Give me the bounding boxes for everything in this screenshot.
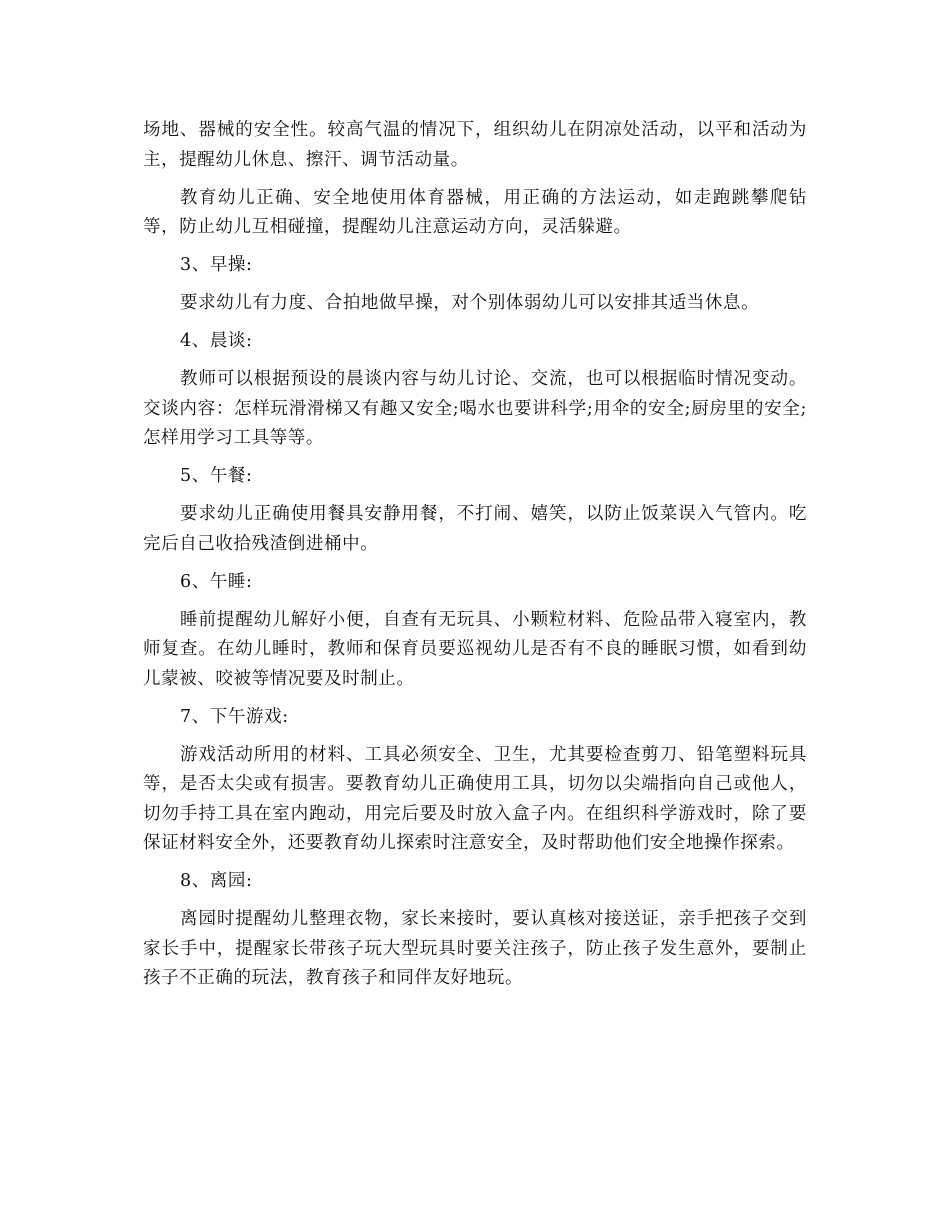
paragraph-sports-equipment: 教育幼儿正确、安全地使用体育器械，用正确的方法运动，如走跑跳攀爬钻等，防止幼儿互相碰撞，提醒幼儿注意运动方向，灵活躲避。 bbox=[143, 187, 807, 237]
paragraph-afternoon-games: 游戏活动所用的材料、工具必须安全、卫生，尤其要检查剪刀、铅笔塑料玩具等，是否太尖或有损害。要教育幼儿正确使用工具，切勿以尖端指向自己或他人，切勿手持工具在室内跑动，用完后要及时放入盒子内。在组织科学游戏时，除了要保证材料安全外，还要教育幼儿探索时注意安全，及时帮助他们安全地操作探索。 bbox=[143, 744, 807, 853]
paragraph-morning-talk: 教师可以根据预设的晨谈内容与幼儿讨论、交流，也可以根据临时情况变动。交谈内容：怎样玩滑滑梯又有趣又安全;喝水也要讲科学;用伞的安全;厨房里的安全;怎样用学习工具等等。 bbox=[143, 369, 807, 448]
section-heading-afternoon-games: 7、下午游戏: bbox=[180, 706, 289, 727]
section-heading-morning-talk: 4、晨谈: bbox=[180, 331, 253, 351]
paragraph-continued: 场地、器械的安全性。较高气温的情况下，组织幼儿在阴凉处活动，以平和活动为主，提醒幼儿休息、擦汗、调节活动量。 bbox=[143, 120, 807, 170]
section-heading-leaving: 8、离园: bbox=[180, 871, 253, 891]
section-heading-morning-exercise: 3、早操: bbox=[180, 255, 253, 275]
paragraph-morning-exercise: 要求幼儿有力度、合拍地做早操，对个别体弱幼儿可以安排其适当休息。 bbox=[180, 293, 760, 313]
paragraph-lunch: 要求幼儿正确使用餐具安静用餐，不打闹、嬉笑，以防止饭菜误入气管内。吃完后自己收拾残渣倒进桶中。 bbox=[143, 504, 807, 554]
paragraph-leaving: 离园时提醒幼儿整理衣物，家长来接时，要认真核对接送证，亲手把孩子交到家长手中，提醒家长带孩子玩大型玩具时要关注孩子，防止孩子发生意外，要制止孩子不正确的玩法，教育孩子和同伴友好地玩。 bbox=[143, 909, 807, 988]
paragraph-nap: 睡前提醒幼儿解好小便，自查有无玩具、小颗粒材料、危险品带入寝室内，教师复查。在幼儿睡时，教师和保育员要巡视幼儿是否有不良的睡眠习惯，如看到幼儿蒙被、咬被等情况要及时制止。 bbox=[143, 609, 807, 689]
document-body bbox=[143, 116, 807, 994]
section-heading-nap: 6、午睡: bbox=[180, 571, 253, 592]
section-heading-lunch: 5、午餐: bbox=[180, 466, 253, 486]
